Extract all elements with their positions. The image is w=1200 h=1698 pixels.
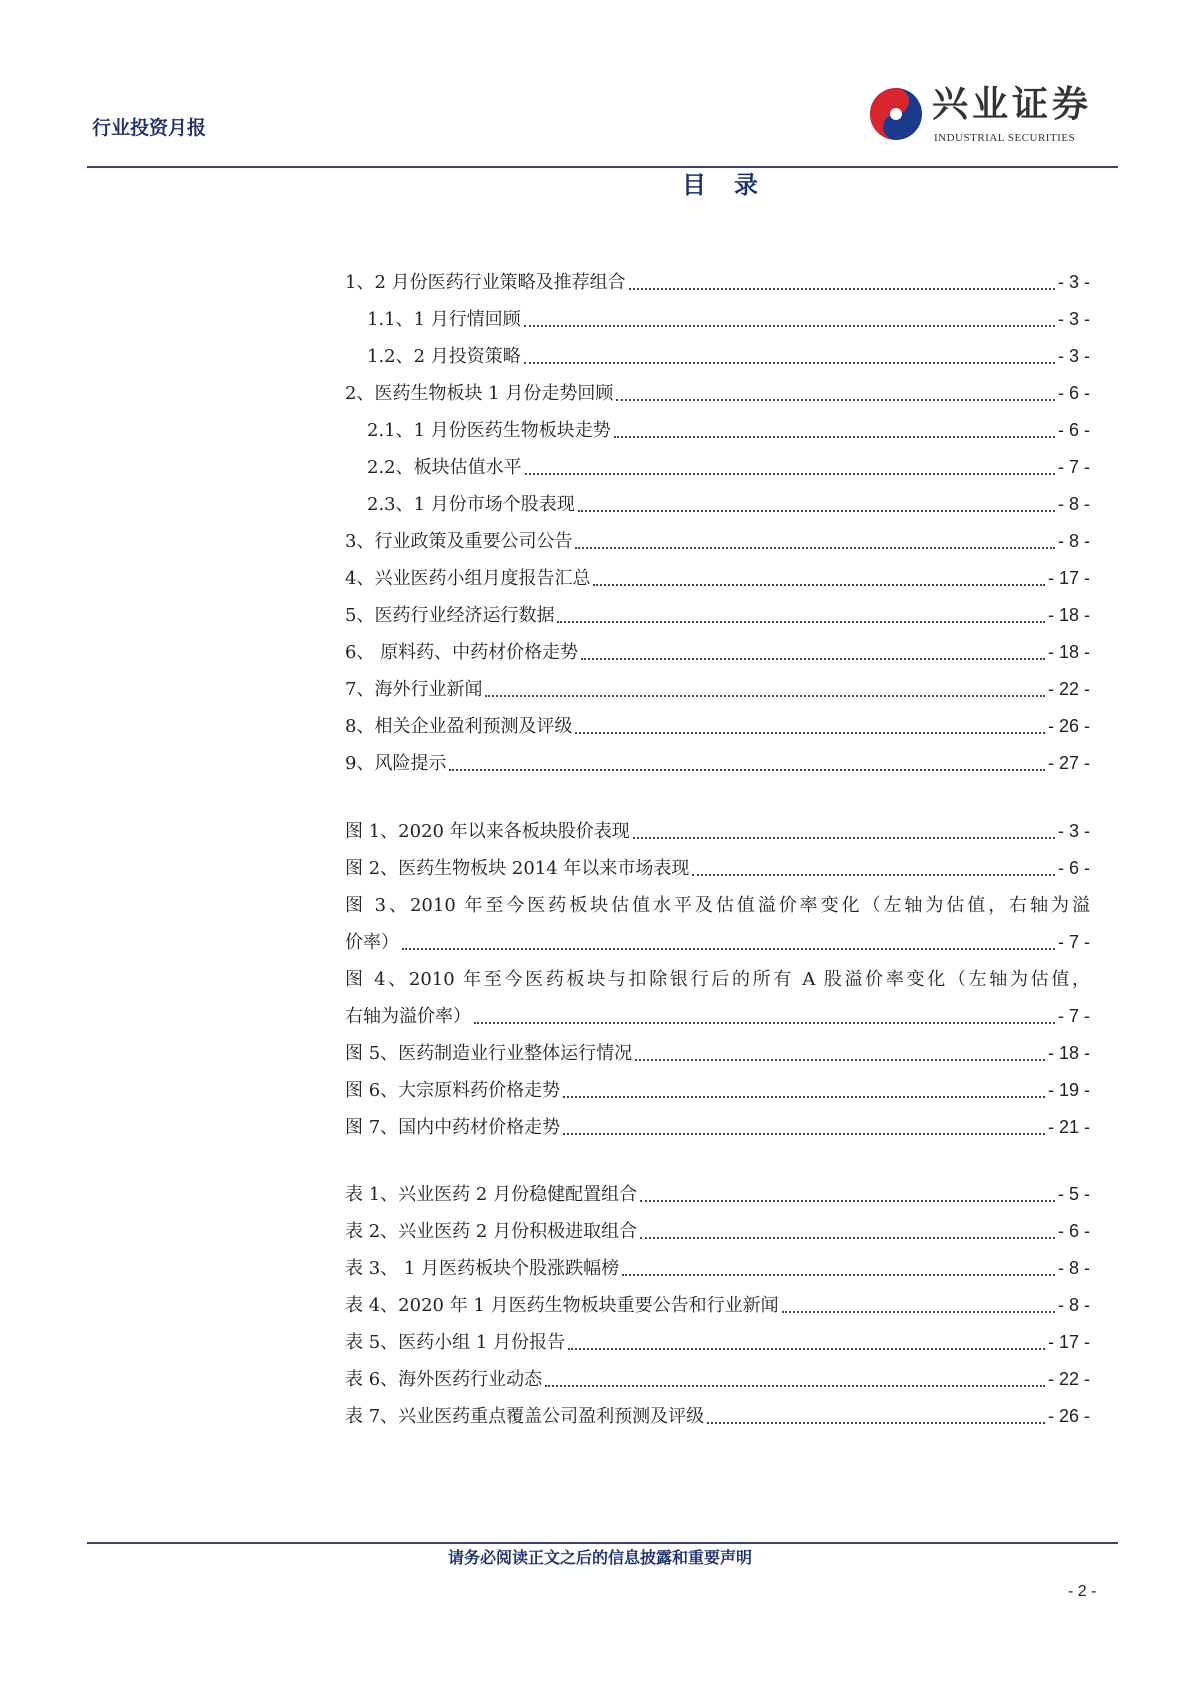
dot-leader <box>782 1311 1055 1313</box>
toc-entry[interactable] <box>345 634 1090 671</box>
toc-entry-label: 7、海外行业新闻 <box>345 679 483 700</box>
dot-leader <box>578 510 1055 512</box>
dot-leader <box>640 1237 1055 1239</box>
toc-entry-page: - 26 - <box>1047 1406 1090 1426</box>
toc-entry-page: - 5 - <box>1057 1184 1090 1204</box>
dot-leader <box>545 1385 1045 1387</box>
dot-leader <box>707 1422 1045 1424</box>
toc-entry-page: - 18 - <box>1047 605 1090 625</box>
toc-entry-label: 右轴为溢价率） <box>345 1006 471 1027</box>
toc-entry-label: 表 3、 1 月医药板块个股涨跌幅榜 <box>345 1258 620 1279</box>
toc-entry-label: 2.2、板块估值水平 <box>367 457 522 478</box>
toc-entry-page: - 7 - <box>1057 457 1090 477</box>
dot-leader <box>633 837 1055 839</box>
toc-figures <box>345 813 1090 1146</box>
toc-entry-page: - 27 - <box>1047 753 1090 773</box>
toc-entry-page: - 3 - <box>1057 346 1090 366</box>
toc-entry-label: 5、医药行业经济运行数据 <box>345 605 555 626</box>
dot-leader <box>616 399 1055 401</box>
toc-entry-page: - 8 - <box>1057 531 1090 551</box>
toc-entry-page: - 3 - <box>1057 309 1090 329</box>
toc-entry[interactable] <box>345 1250 1090 1287</box>
footer-divider <box>87 1542 1118 1544</box>
toc-entry-label: 图 2、医药生物板块 2014 年以来市场表现 <box>345 858 690 879</box>
dot-leader <box>402 948 1055 950</box>
logo-text-en: INDUSTRIAL SECURITIES <box>934 132 1076 144</box>
toc-entry-page: - 8 - <box>1057 1258 1090 1278</box>
toc-entry-page: - 7 - <box>1057 932 1090 952</box>
toc-entry-label: 9、风险提示 <box>345 753 447 774</box>
dot-leader <box>568 1348 1045 1350</box>
toc-entry-label: 2.1、1 月份医药生物板块走势 <box>367 420 611 441</box>
dot-leader <box>575 732 1045 734</box>
toc-entry[interactable] <box>345 745 1090 782</box>
toc-entry[interactable] <box>345 1072 1090 1109</box>
toc-entry[interactable] <box>345 1176 1090 1213</box>
toc-entry-label: 表 6、海外医药行业动态 <box>345 1369 543 1390</box>
toc-entry-page: - 7 - <box>1057 1006 1090 1026</box>
logo-text-cn: 兴业证券 <box>932 83 1093 125</box>
toc-entry-label: 2、医药生物板块 1 月份走势回顾 <box>345 383 614 404</box>
toc-entry-label: 1.1、1 月行情回顾 <box>367 309 521 330</box>
toc-entry-label: 4、兴业医药小组月度报告汇总 <box>345 568 591 589</box>
toc-entry[interactable] <box>345 1035 1090 1072</box>
toc-entry-label: 8、相关企业盈利预测及评级 <box>345 716 573 737</box>
page-title: 目录 <box>682 171 786 199</box>
toc-entry-line1[interactable]: 图 3、2010 年至今医药板块估值水平及估值溢价率变化（左轴为估值，右轴为溢 <box>345 895 1090 916</box>
toc-entry[interactable] <box>345 1361 1090 1398</box>
toc-entry[interactable] <box>345 850 1090 887</box>
toc-entry-label: 表 7、兴业医药重点覆盖公司盈利预测及评级 <box>345 1406 705 1427</box>
toc-entry[interactable] <box>345 449 1090 486</box>
toc-entry[interactable] <box>345 560 1090 597</box>
toc-entry-label: 1、2 月份医药行业策略及推荐组合 <box>345 272 626 293</box>
toc-entry[interactable] <box>345 1109 1090 1146</box>
logo-swirl-icon <box>868 86 924 142</box>
toc-entry-label: 表 4、2020 年 1 月医药生物板块重要公告和行业新闻 <box>345 1295 779 1316</box>
toc-entry-label: 图 7、国内中药材价格走势 <box>345 1117 561 1138</box>
toc-entry[interactable] <box>345 338 1090 375</box>
dot-leader <box>575 547 1055 549</box>
company-logo <box>868 84 1118 148</box>
dot-leader <box>485 695 1045 697</box>
toc-entry-page: - 18 - <box>1047 642 1090 662</box>
toc-entry[interactable] <box>345 998 1090 1035</box>
toc-entry[interactable] <box>345 671 1090 708</box>
footer-disclaimer: 请务必阅读正文之后的信息披露和重要声明 <box>447 1548 752 1567</box>
toc-entry[interactable] <box>345 1287 1090 1324</box>
toc-entry-page: - 26 - <box>1047 716 1090 736</box>
dot-leader <box>563 1096 1045 1098</box>
dot-leader <box>692 874 1055 876</box>
toc-entry-page: - 19 - <box>1047 1080 1090 1100</box>
toc-entry-label: 表 1、兴业医药 2 月份稳健配置组合 <box>345 1184 638 1205</box>
dot-leader <box>629 288 1055 290</box>
toc-entry-label: 6、 原料药、中药材价格走势 <box>345 642 579 663</box>
toc-entry-label: 表 2、兴业医药 2 月份积极进取组合 <box>345 1221 638 1242</box>
toc-entry[interactable] <box>345 301 1090 338</box>
toc-entry-page: - 22 - <box>1047 679 1090 699</box>
dot-leader <box>449 769 1045 771</box>
toc-entry-label: 3、行业政策及重要公司公告 <box>345 531 573 552</box>
toc-entry-label: 图 5、医药制造业行业整体运行情况 <box>345 1043 633 1064</box>
toc-entry-label: 图 1、2020 年以来各板块股价表现 <box>345 821 630 842</box>
toc-entry-page: - 18 - <box>1047 1043 1090 1063</box>
toc-entry-page: - 8 - <box>1057 494 1090 514</box>
dot-leader <box>614 436 1055 438</box>
toc-entry[interactable] <box>345 597 1090 634</box>
toc-entry-page: - 22 - <box>1047 1369 1090 1389</box>
toc-entry-label: 1.2、2 月投资策略 <box>367 346 521 367</box>
toc-entry[interactable] <box>345 375 1090 412</box>
toc-entry-label: 价率） <box>345 932 399 953</box>
toc-tables <box>345 1176 1090 1435</box>
dot-leader <box>581 658 1045 660</box>
toc-entry-page: - 3 - <box>1057 821 1090 841</box>
toc-entry[interactable] <box>345 264 1090 301</box>
dot-leader <box>593 584 1045 586</box>
toc-entry-label: 2.3、1 月份市场个股表现 <box>367 494 575 515</box>
toc-entry[interactable] <box>345 412 1090 449</box>
dot-leader <box>524 325 1055 327</box>
toc-entry-page: - 17 - <box>1047 568 1090 588</box>
toc-entry-page: - 6 - <box>1057 383 1090 403</box>
dot-leader <box>622 1274 1055 1276</box>
toc-entry[interactable] <box>345 523 1090 560</box>
dot-leader <box>635 1059 1045 1061</box>
toc-entry-page: - 6 - <box>1057 420 1090 440</box>
toc-entry[interactable] <box>345 1398 1090 1435</box>
dot-leader <box>525 473 1055 475</box>
report-type: 行业投资月报 <box>92 117 207 139</box>
toc-entry-page: - 3 - <box>1057 272 1090 292</box>
toc-entry-line1[interactable]: 图 4、2010 年至今医药板块与扣除银行后的所有 A 股溢价率变化（左轴为估值， <box>345 969 1090 990</box>
toc-entry[interactable] <box>345 1213 1090 1250</box>
dot-leader <box>640 1200 1055 1202</box>
toc-entry[interactable] <box>345 1324 1090 1361</box>
toc-entry-page: - 6 - <box>1057 858 1090 878</box>
header-divider <box>87 166 1118 168</box>
toc-entry[interactable] <box>345 813 1090 850</box>
toc-entry[interactable] <box>345 924 1090 961</box>
toc-entry-page: - 17 - <box>1047 1332 1090 1352</box>
toc-entry-page: - 6 - <box>1057 1221 1090 1241</box>
toc-entry-label: 表 5、医药小组 1 月份报告 <box>345 1332 566 1353</box>
toc-entry-label: 图 6、大宗原料药价格走势 <box>345 1080 561 1101</box>
dot-leader <box>563 1133 1045 1135</box>
toc-entry-page: - 8 - <box>1057 1295 1090 1315</box>
dot-leader <box>524 362 1055 364</box>
dot-leader <box>474 1022 1055 1024</box>
page-number: - 2 - <box>1068 1583 1097 1600</box>
toc-sections <box>345 264 1090 782</box>
toc-entry[interactable] <box>345 486 1090 523</box>
toc-entry[interactable] <box>345 708 1090 745</box>
dot-leader <box>557 621 1045 623</box>
toc-entry-page: - 21 - <box>1047 1117 1090 1137</box>
